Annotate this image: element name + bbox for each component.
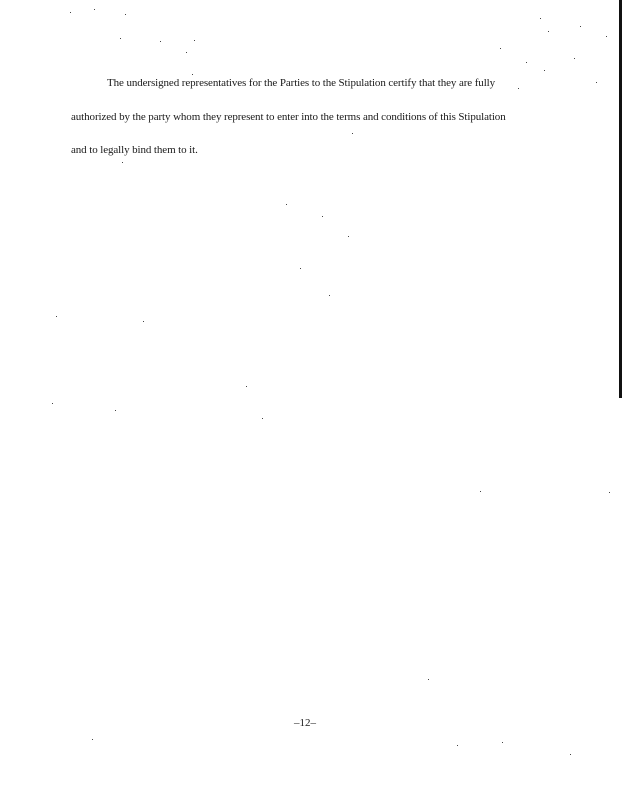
page-number: –12– xyxy=(294,717,316,729)
scan-speck xyxy=(186,52,187,53)
scan-speck xyxy=(122,162,123,163)
scan-edge-line xyxy=(619,0,622,398)
scan-speck xyxy=(94,9,95,10)
scan-speck xyxy=(348,236,349,237)
scan-speck xyxy=(502,742,503,743)
scan-speck xyxy=(192,74,193,75)
scan-speck xyxy=(329,295,330,296)
scan-speck xyxy=(352,133,353,134)
scan-speck xyxy=(115,410,116,411)
scan-speck xyxy=(580,26,581,27)
scan-speck xyxy=(92,739,93,740)
scan-speck xyxy=(262,418,263,419)
scan-speck xyxy=(606,36,607,37)
scan-speck xyxy=(548,31,549,32)
scan-speck xyxy=(500,48,501,49)
scan-speck xyxy=(246,386,247,387)
scan-speck xyxy=(300,268,301,269)
scan-speck xyxy=(540,18,541,19)
scan-speck xyxy=(518,88,519,89)
certification-paragraph-line-3: and to legally bind them to it. xyxy=(71,144,198,156)
scan-speck xyxy=(194,40,195,41)
scan-speck xyxy=(570,754,571,755)
scan-speck xyxy=(609,492,610,493)
scan-speck xyxy=(120,38,121,39)
certification-paragraph-line-2: authorized by the party whom they represent to enter into the terms and conditions of this Stipulation xyxy=(71,111,506,123)
scan-speck xyxy=(428,679,429,680)
scan-speck xyxy=(160,41,161,42)
certification-paragraph-line-1: The undersigned representatives for the Parties to the Stipulation certify that they are fully xyxy=(107,77,496,89)
scan-speck xyxy=(457,745,458,746)
scan-speck xyxy=(56,316,57,317)
scan-speck xyxy=(574,58,575,59)
scan-speck xyxy=(544,70,545,71)
scan-speck xyxy=(322,216,323,217)
scan-speck xyxy=(125,14,126,15)
scan-speck xyxy=(526,62,527,63)
scan-speck xyxy=(596,82,597,83)
scan-speck xyxy=(52,403,53,404)
scan-speck xyxy=(70,12,71,13)
scan-speck xyxy=(480,491,481,492)
scan-speck xyxy=(143,321,144,322)
scan-speck xyxy=(286,204,287,205)
